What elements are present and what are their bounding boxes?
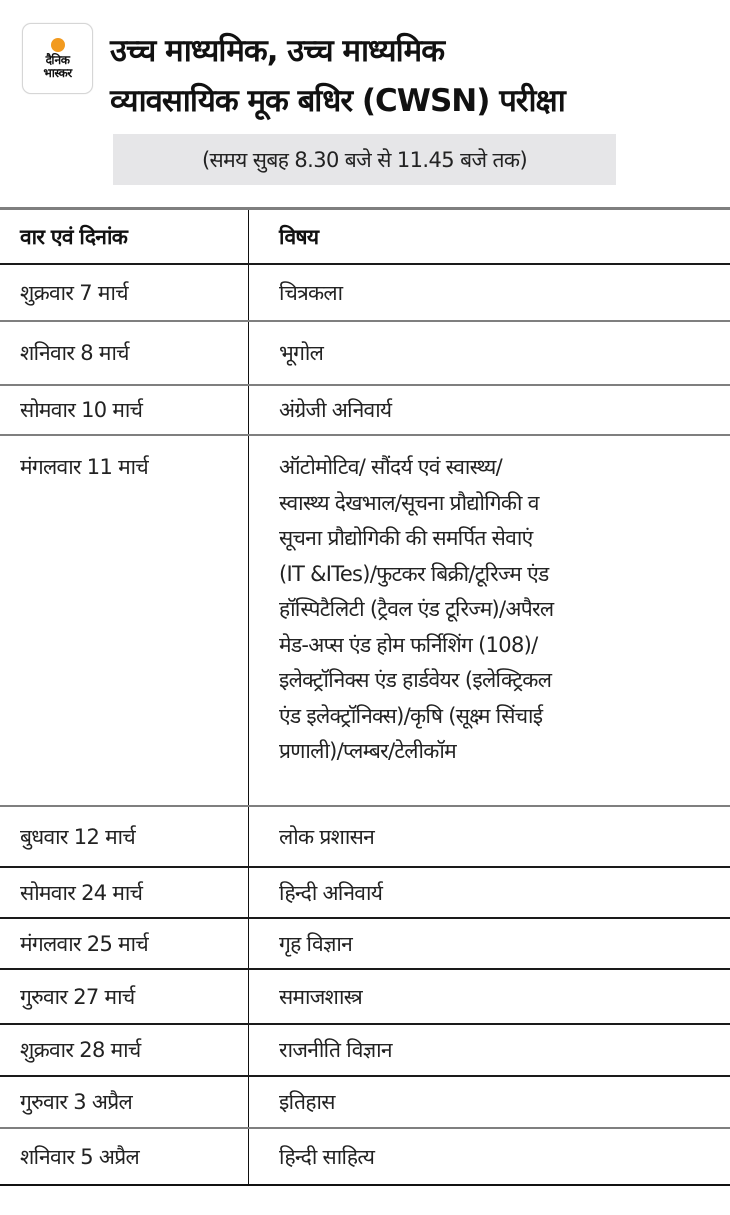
row-subject: इतिहास — [279, 1090, 335, 1114]
table-row — [0, 1129, 730, 1184]
table-header-row — [0, 210, 730, 265]
table-row — [0, 265, 730, 322]
dainik-bhaskar-logo — [22, 23, 93, 94]
row-subject: हिन्दी अनिवार्य — [279, 880, 383, 905]
table-row — [0, 322, 730, 386]
row-subject: हिन्दी साहित्य — [279, 1144, 375, 1169]
logo-text-line2: भास्कर — [43, 65, 72, 80]
row-day: शनिवार 5 अप्रैल — [0, 1129, 249, 1184]
title-line-1: उच्च माध्यमिक, उच्च माध्यमिक — [110, 33, 445, 69]
column-header-subject: विषय — [279, 224, 319, 249]
table-row — [0, 386, 730, 436]
row-day: शुक्रवार 28 मार्च — [0, 1025, 249, 1075]
row-subject-multiline: ऑटोमोटिव/ सौंदर्य एवं स्वास्थ्य/ स्वास्थ्य देखभाल/सूचना प्रौद्योगिकी व सूचना प्रौद्योगिकी की समर्पित सेवाएं (IT &ITes)/फुटकर बिक्री/टूरिज्म एंड हॉस्पिटैलिटी (ट्रैवल एंड टूरिज्म)/अपैरल मेड-अप्स एंड होम फर्निशिंग (108)/ इलेक्ट्रॉनिक्स एंड हार्डवेयर (इलेक्ट्रिकल एंड इलेक्ट्रॉनिक्स)/कृषि (सूक्ष्म सिंचाई प्रणाली)/प्लम्बर/टेलीकॉम — [279, 455, 554, 763]
row-subject: लोक प्रशासन — [279, 824, 375, 849]
row-day: शनिवार 8 मार्च — [0, 322, 249, 384]
page-title — [110, 26, 730, 126]
row-subject: भूगोल — [279, 341, 324, 365]
row-subject: राजनीति विज्ञान — [279, 1038, 392, 1062]
logo-text-line1: दैनिक — [45, 52, 70, 67]
table-row — [0, 868, 730, 919]
table-row — [0, 807, 730, 868]
title-line-2: व्यावसायिक मूक बधिर (CWSN) परीक्षा — [110, 83, 565, 119]
table-row — [0, 1077, 730, 1129]
row-day: मंगलवार 25 मार्च — [0, 919, 249, 968]
row-subject: चित्रकला — [279, 280, 343, 305]
row-day: शुक्रवार 7 मार्च — [0, 265, 249, 320]
table-row — [0, 1025, 730, 1077]
row-day: बुधवार 12 मार्च — [0, 807, 249, 866]
row-day: सोमवार 10 मार्च — [0, 386, 249, 434]
table-row — [0, 436, 730, 807]
row-day: गुरुवार 27 मार्च — [0, 970, 249, 1023]
row-subject: गृह विज्ञान — [279, 931, 353, 956]
table-row — [0, 970, 730, 1025]
row-subject: अंग्रेजी अनिवार्य — [279, 398, 392, 422]
row-day: गुरुवार 3 अप्रैल — [0, 1077, 249, 1127]
column-header-day-date: वार एवं दिनांक — [0, 210, 249, 263]
exam-schedule-table — [0, 207, 730, 1186]
table-row — [0, 919, 730, 970]
sun-icon — [51, 38, 65, 52]
row-subject: समाजशास्त्र — [279, 984, 363, 1009]
row-day: मंगलवार 11 मार्च — [0, 436, 249, 805]
row-day: सोमवार 24 मार्च — [0, 868, 249, 917]
exam-timing-banner: (समय सुबह 8.30 बजे से 11.45 बजे तक) — [113, 134, 616, 185]
